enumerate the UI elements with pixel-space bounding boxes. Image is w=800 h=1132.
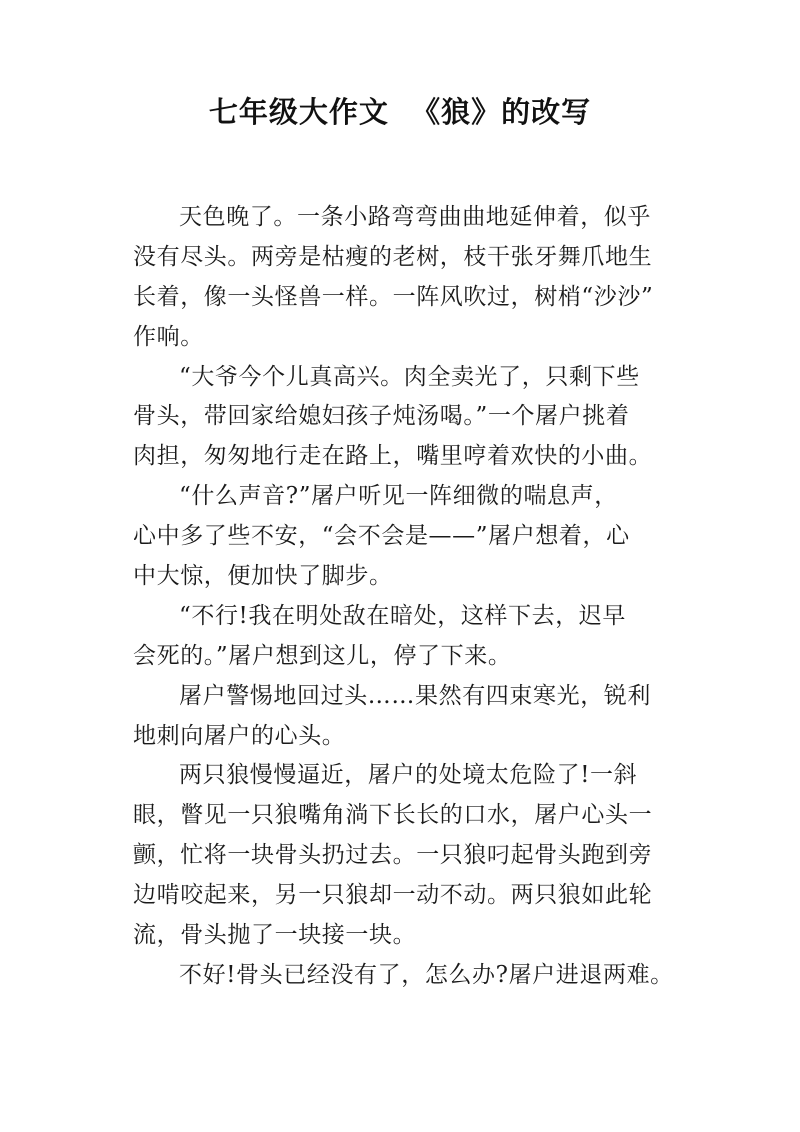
paragraph bbox=[133, 597, 678, 677]
text-line: 骨头，带回家给媳妇孩子炖汤喝。”一个屠户挑着 bbox=[133, 403, 630, 430]
paragraph bbox=[133, 677, 678, 757]
text-line: 屠户警惕地回过头……果然有四束寒光，锐利 bbox=[179, 682, 651, 709]
text-line: 长着，像一头怪兽一样。一阵风吹过，树梢“沙沙” bbox=[133, 283, 654, 310]
text-line: 地刺向屠户的心头。 bbox=[133, 722, 346, 749]
text-line: 心中多了些不安，“会不会是——”屠户想着，心 bbox=[133, 523, 630, 550]
text-line: 两只狼慢慢逼近，屠户的处境太危险了!一斜 bbox=[179, 762, 638, 789]
paragraph bbox=[133, 198, 678, 358]
page-title: 七年级大作文 《狼》的改写 bbox=[208, 95, 592, 129]
essay-body bbox=[133, 198, 678, 996]
paragraph bbox=[133, 956, 678, 996]
paragraph bbox=[133, 756, 678, 955]
text-line: “不行!我在明处敌在暗处，这样下去，迟早 bbox=[179, 602, 627, 629]
text-line: 颤，忙将一块骨头扔过去。一只狼叼起骨头跑到旁 bbox=[133, 842, 653, 869]
text-line: 中大惊，便加快了脚步。 bbox=[133, 563, 393, 590]
paragraph bbox=[133, 358, 678, 478]
text-line: 不好!骨头已经没有了，怎么办?屠户进退两难。 bbox=[179, 961, 674, 988]
paragraph bbox=[133, 477, 678, 597]
text-line: 会死的。”屠户想到这儿，停了下来。 bbox=[133, 642, 512, 669]
text-line: 天色晚了。一条小路弯弯曲曲地延伸着，似乎 bbox=[179, 204, 651, 230]
text-line: “大爷今个儿真高兴。肉全卖光了，只剩下些 bbox=[179, 363, 640, 390]
text-line: 边啃咬起来，另一只狼却一动不动。两只狼如此轮 bbox=[133, 882, 653, 909]
text-line: 作响。 bbox=[133, 323, 204, 350]
text-line: 肉担，匆匆地行走在路上，嘴里哼着欢快的小曲。 bbox=[133, 443, 653, 470]
text-line: 流，骨头抛了一块接一块。 bbox=[133, 922, 417, 949]
text-line: 没有尽头。两旁是枯瘦的老树，枝干张牙舞爪地生 bbox=[133, 243, 653, 270]
text-line: “什么声音?”屠户听见一阵细微的喘息声， bbox=[179, 483, 618, 510]
text-line: 眼，瞥见一只狼嘴角淌下长长的口水，屠户心头一 bbox=[133, 802, 653, 829]
